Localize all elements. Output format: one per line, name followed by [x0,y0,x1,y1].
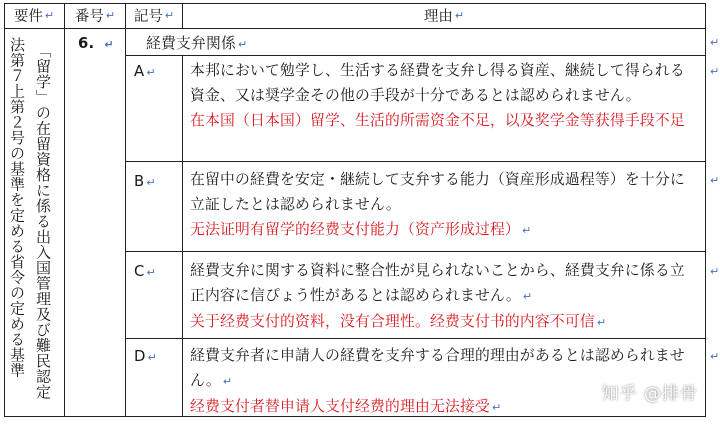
item-cn-b: 无法证明有留学的经费支付能力（资产形成过程） ↵ [190,221,532,238]
row-divider-ab [125,161,706,162]
row-end-mark: ↵ [710,36,720,49]
table-border-left [4,3,5,417]
row-number: 6. ↵ [78,35,114,52]
item-cn-a: 在本国（日本国）留学、生活的所需资金不足，以及奖学金等获得手段不足 [190,112,685,129]
item-text-b [190,167,698,243]
col-divider-1 [64,3,65,417]
item-jp-a: 本邦において勉学し、生活する経費を支弁し得る資産、継続して得られる資金、又は奨学金その他の手段が十分であるとは認められません。 [190,62,685,104]
item-symbol-a: A ↵ [134,63,156,80]
item-cn-c: 关于经费支付的资料，没有合理性。经费支付书的内容不可信 ↵ [190,313,607,330]
item-symbol-d: D ↵ [134,348,158,365]
section-title: 経費支弁関係 ↵ [146,35,248,52]
header-reason: 理由 ↵ [423,9,465,25]
item-symbol-b: B ↵ [134,173,156,190]
header-number: 番号 ↵ [74,9,116,25]
item-jp-c: 経費支弁に関する資料に整合性が見られないことから、経費支弁に係る立正内容に信ぴょう性があるとは認められません。 ↵ [190,262,685,304]
requirement-quote-cell [32,43,60,415]
item-cn-d: 经费支付者替申请人支付经费的理由无法接受 ↵ [190,398,502,415]
header-symbol: 記号 ↵ [133,9,175,25]
item-jp-d: 経費支弁者に申請人の経費を支弁する合理的理由があるとは認められません。 ↵ [190,347,685,389]
row-divider-cd [125,338,706,339]
requirements-table: 要件 ↵ 番号 ↵ 記号 ↵ 理由 ↵ 法第７上第２号の基準を定める省令の定める基準 「留学」の在留資格に係る出入国管理及び難民認定 6. ↵ 経費支弁関係 ↵ ↵ A ↵ 本邦において勉学し、生活する経費を支弁し得る資産、継続して得られる資金、又は奨学金その他の手段が十分であるとは認められません。 在本国（日本国）留学、生活的所需资金不足，以及奖学金等获得手段不足 ↵ B ↵ 在留中の経費を安定・継続して支弁する能力（資産形成過程等）を十分に立証したとは認められません。 无法证明有留学的经费支付能力（资产形成过程） ↵ ↵ C ↵ 経費支弁に関する資料に整合性が見られないことから、経費支弁に係る立正内容に信ぴょう性があるとは認められません。 ↵ 关于经费支付的资料，没有合理性。经费支付书的内容不可信 ↵ ↵ D ↵ 経費支弁者に申請人の経費を支弁する合理的理由があるとは認められません。 ↵ 经费支付者替申请人支付经费的理由无法接受 ↵ ↵ [4,3,706,417]
zhihu-watermark: 知乎 @排骨 [601,384,698,404]
requirement-text: 法第７上第２号の基準を定める省令の定める基準 [8,37,26,378]
item-jp-b: 在留中の経費を安定・継続して支弁する能力（資産形成過程等）を十分に立証したとは認められません。 [190,171,685,213]
header-requirement: 要件 ↵ [13,9,55,25]
item-symbol-c: C ↵ [134,263,156,280]
requirement-quote: 「留学」の在留資格に係る出入国管理及び難民認定 [34,43,52,400]
header-divider [4,28,706,29]
col-divider-2 [125,3,126,417]
table-border-right [705,3,706,417]
col-divider-3 [182,55,183,417]
row-divider-bc [125,251,706,252]
item-text-c [190,258,698,335]
item-text-a [190,58,698,133]
